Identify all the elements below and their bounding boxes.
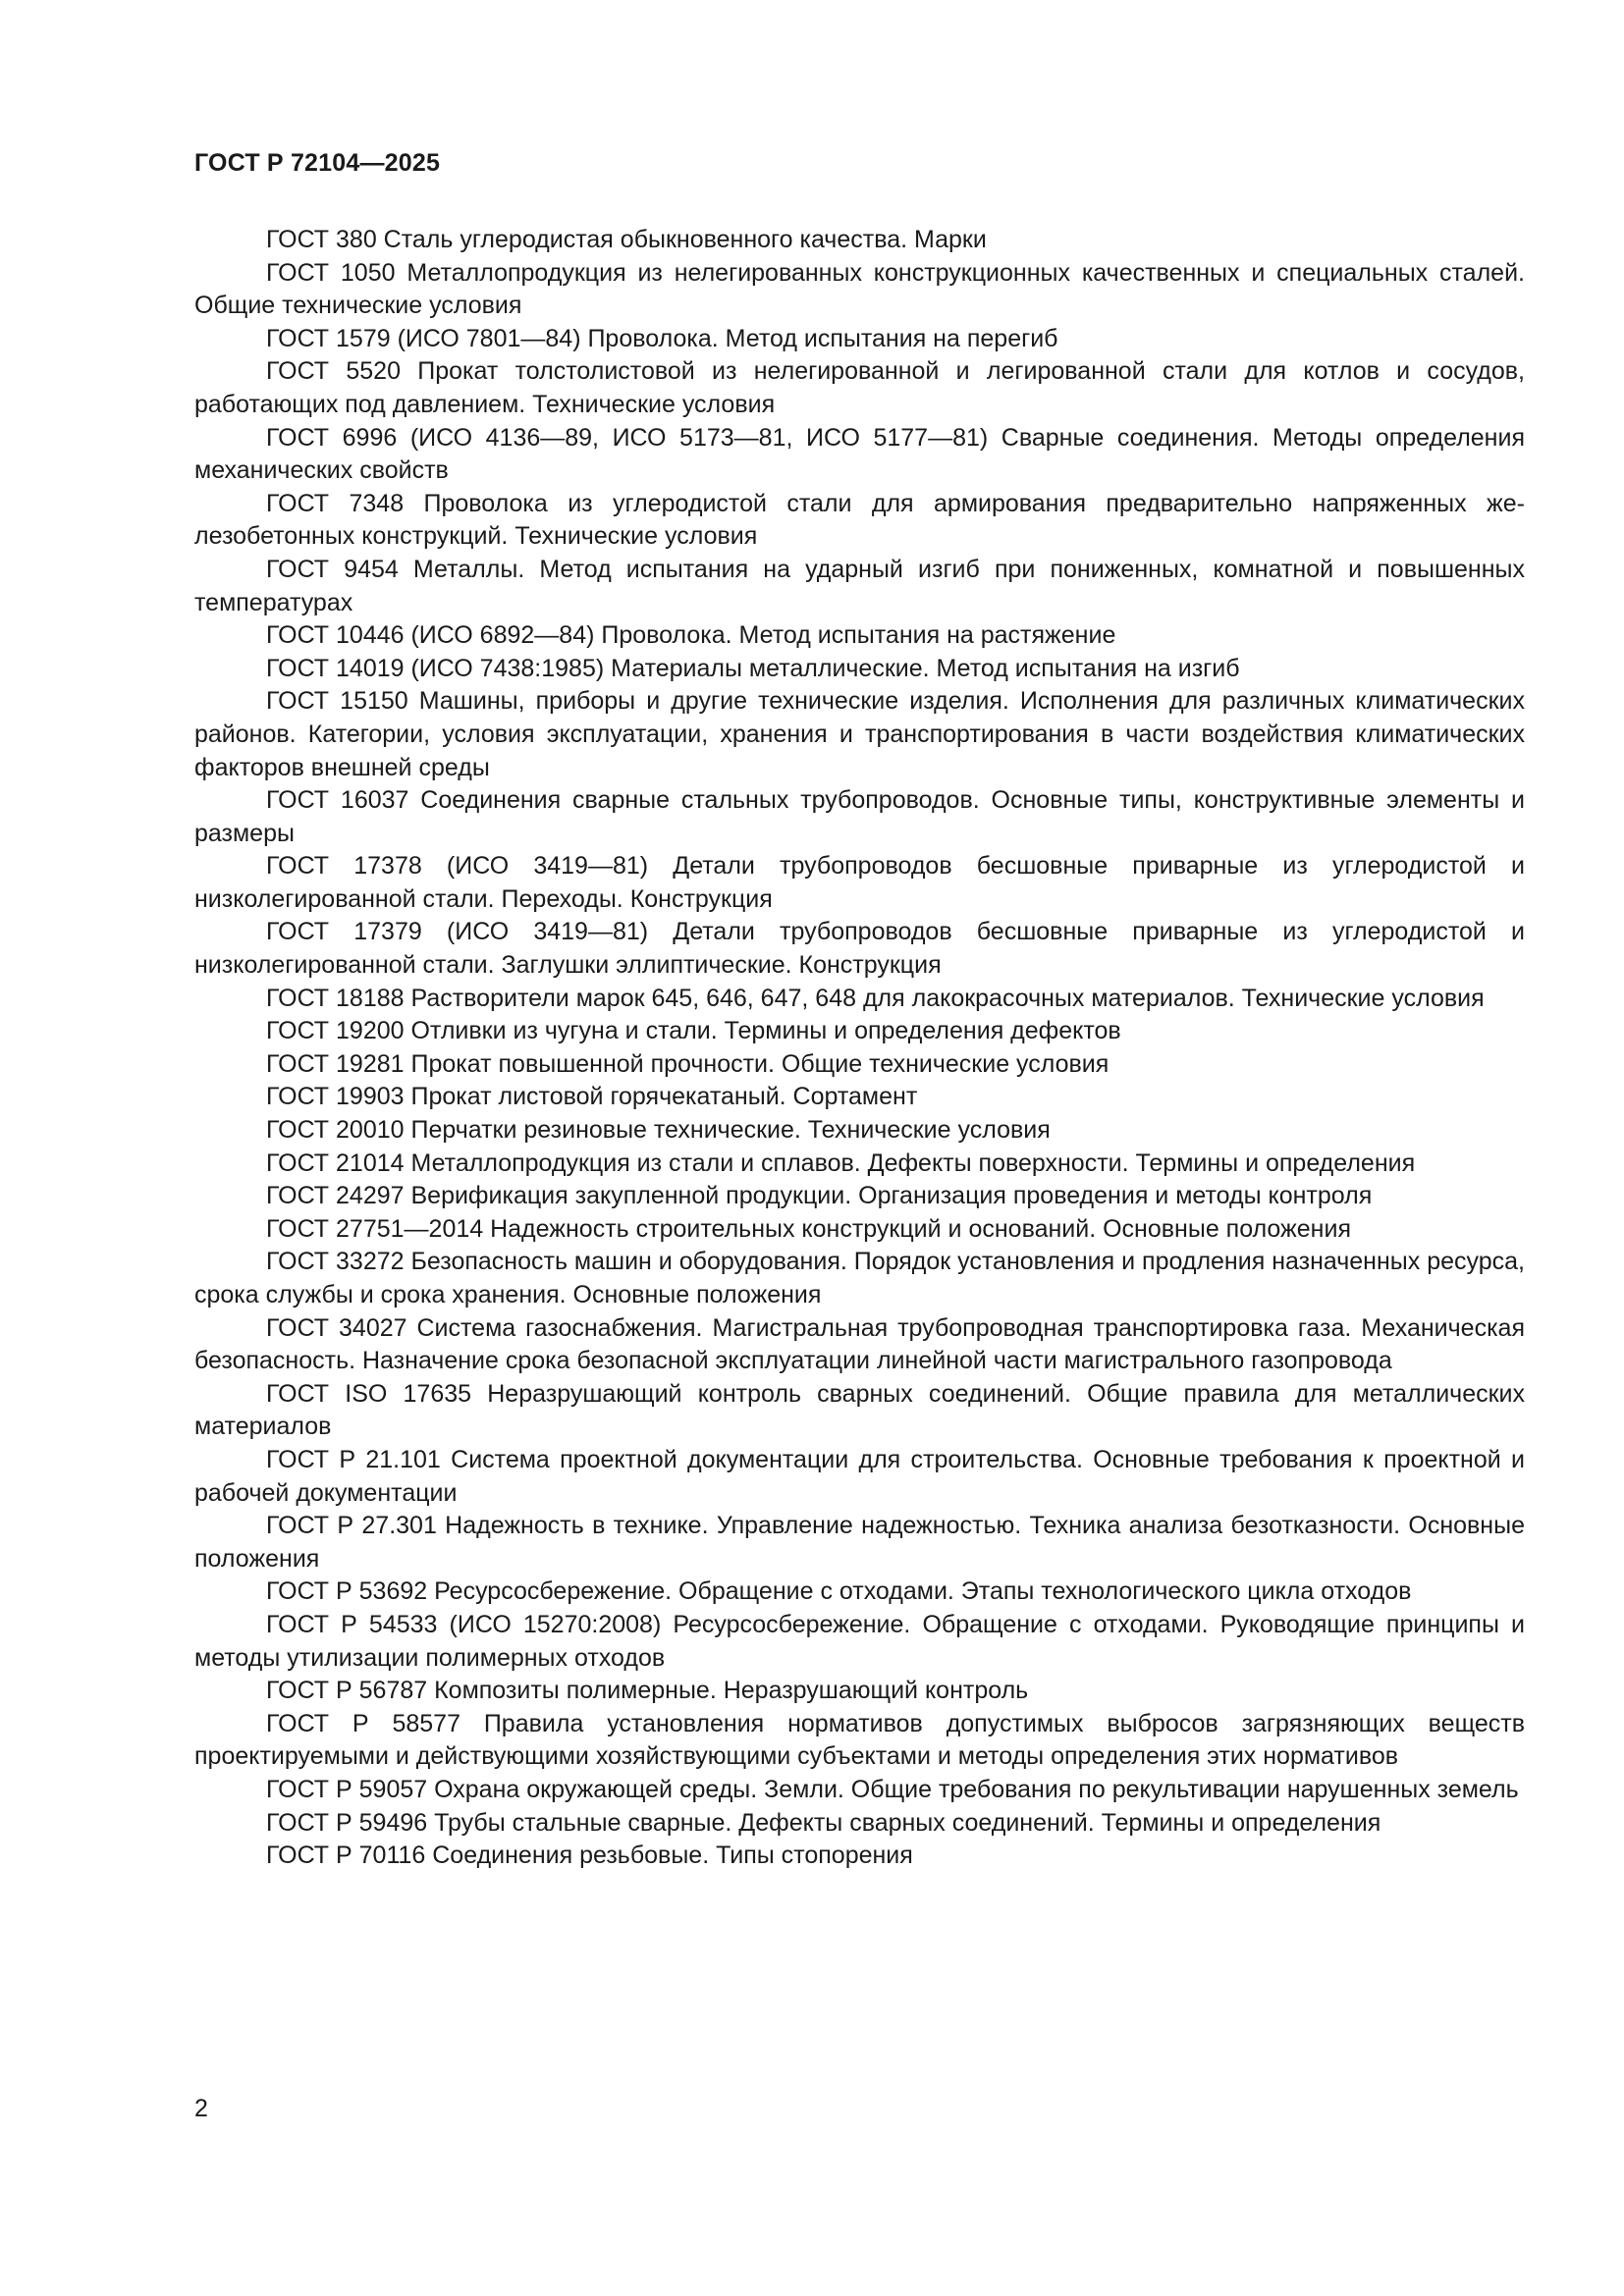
normative-references-list [194, 224, 1525, 1873]
reference-item: ГОСТ Р 53692 Ресурсосбережение. Обращение с отходами. Этапы технологического цикла отходов [266, 1577, 1412, 1606]
reference-item: ГОСТ 27751—2014 Надежность строительных конструкций и оснований. Основные положения [266, 1214, 1351, 1243]
reference-item: ГОСТ 33272 Безопасность машин и оборудования. Порядок установления и продления назначенных ресурса, срока службы и срока хранения. Основные положения [194, 1248, 1525, 1308]
reference-item: ГОСТ ISO 17635 Неразрушающий контроль сварных соединений. Общие правила для металлических материалов [194, 1379, 1525, 1441]
reference-item: ГОСТ 9454 Металлы. Метод испытания на ударный изгиб при пониженных, комнатной и повышенных температурах [194, 555, 1525, 616]
reference-item: ГОСТ 1050 Металлопродукция из нелегированных конструкционных качественных и специальных сталей. Общие технические условия [194, 258, 1525, 320]
reference-item: ГОСТ Р 59496 Трубы стальные сварные. Дефекты сварных соединений. Термины и определения [266, 1808, 1381, 1837]
reference-item: ГОСТ 380 Сталь углеродистая обыкновенного качества. Марки [266, 226, 987, 253]
reference-item: ГОСТ 18188 Растворители марок 645, 646, 647, 648 для лакокрасочных материалов. Технические условия [266, 984, 1485, 1012]
reference-item: ГОСТ 17378 (ИСО 3419—81) Детали трубопроводов бесшовные приварные из углеродистой и низколегированной стали. Переходы. Конструкция [194, 852, 1525, 913]
reference-item: ГОСТ Р 54533 (ИСО 15270:2008) Ресурсосбережение. Обращение с отходами. Руководящие принципы и методы утилизации полимерных отходов [194, 1610, 1525, 1672]
reference-item: ГОСТ 15150 Машины, приборы и другие технические изделия. Исполнения для различных климатических районов. Категории, условия эксплуатации, хранения и транспортирования в части воздействия климатических факторов внешней среды [194, 687, 1525, 781]
page-number: 2 [194, 2095, 208, 2122]
reference-item: ГОСТ Р 58577 Правила установления нормативов допустимых выбросов загрязняющих веществ проектируемыми и действующими хозяйствующими субъектами и методы определения этих нормативов [194, 1709, 1525, 1771]
reference-item: ГОСТ 19281 Прокат повышенной прочности. Общие технические условия [266, 1049, 1110, 1078]
reference-item: ГОСТ 17379 (ИСО 3419—81) Детали трубопроводов бесшовные приварные из углеродистой и низколегированной стали. Заглушки эллиптические. Конструкция [194, 918, 1525, 980]
document-header: ГОСТ Р 72104—2025 [194, 149, 441, 177]
reference-item: ГОСТ Р 56787 Композиты полимерные. Неразрушающий контроль [266, 1677, 1029, 1705]
reference-item: ГОСТ 24297 Верификация закупленной продукции. Организация проведения и методы контроля [266, 1182, 1373, 1210]
reference-item: ГОСТ 21014 Металлопродукция из стали и сплавов. Дефекты поверхности. Термины и определения [266, 1148, 1416, 1177]
reference-item: ГОСТ 19903 Прокат листовой горячекатаный. Сортамент [266, 1083, 918, 1111]
reference-item: ГОСТ 7348 Проволока из углеродистой стали для армирования предварительно напряженных железобетонных конструкций. Технические условия [194, 489, 1525, 551]
reference-item: ГОСТ 10446 (ИСО 6892—84) Проволока. Метод испытания на растяжение [266, 621, 1116, 650]
reference-item: ГОСТ 20010 Перчатки резиновые технические. Технические условия [266, 1116, 1051, 1145]
reference-item: ГОСТ 5520 Прокат толстолистовой из нелегированной и легированной стали для котлов и сосудов, работающих под давлением. Технические условия [194, 357, 1525, 418]
reference-item: ГОСТ 6996 (ИСО 4136—89, ИСО 5173—81, ИСО 5177—81) Сварные соединения. Методы определения механических свойств [194, 423, 1525, 485]
reference-item: ГОСТ Р 21.101 Система проектной документации для строительства. Основные требования к проектной и рабочей документации [194, 1445, 1525, 1507]
reference-item: ГОСТ 1579 (ИСО 7801—84) Проволока. Метод испытания на перегиб [266, 324, 1058, 352]
reference-item: ГОСТ 14019 (ИСО 7438:1985) Материалы металлические. Метод испытания на изгиб [266, 654, 1240, 682]
reference-item: ГОСТ 19200 Отливки из чугуна и стали. Термины и определения дефектов [266, 1017, 1121, 1045]
reference-item: ГОСТ Р 70116 Соединения резьбовые. Типы стопорения [266, 1842, 913, 1870]
reference-item: ГОСТ 16037 Соединения сварные стальных трубопроводов. Основные типы, конструктивные элементы и размеры [194, 786, 1525, 847]
reference-item: ГОСТ 34027 Система газоснабжения. Магистральная трубопроводная транспортировка газа. Механическая безопасность. Назначение срока безопасной эксплуатации линейной части магистрального газопровода [194, 1313, 1525, 1375]
reference-item: ГОСТ Р 59057 Охрана окружающей среды. Земли. Общие требования по рекультивации нарушенных земель [266, 1775, 1519, 1803]
reference-item: ГОСТ Р 27.301 Надежность в технике. Управление надежностью. Техника анализа безотказности. Основные положения [194, 1512, 1525, 1573]
